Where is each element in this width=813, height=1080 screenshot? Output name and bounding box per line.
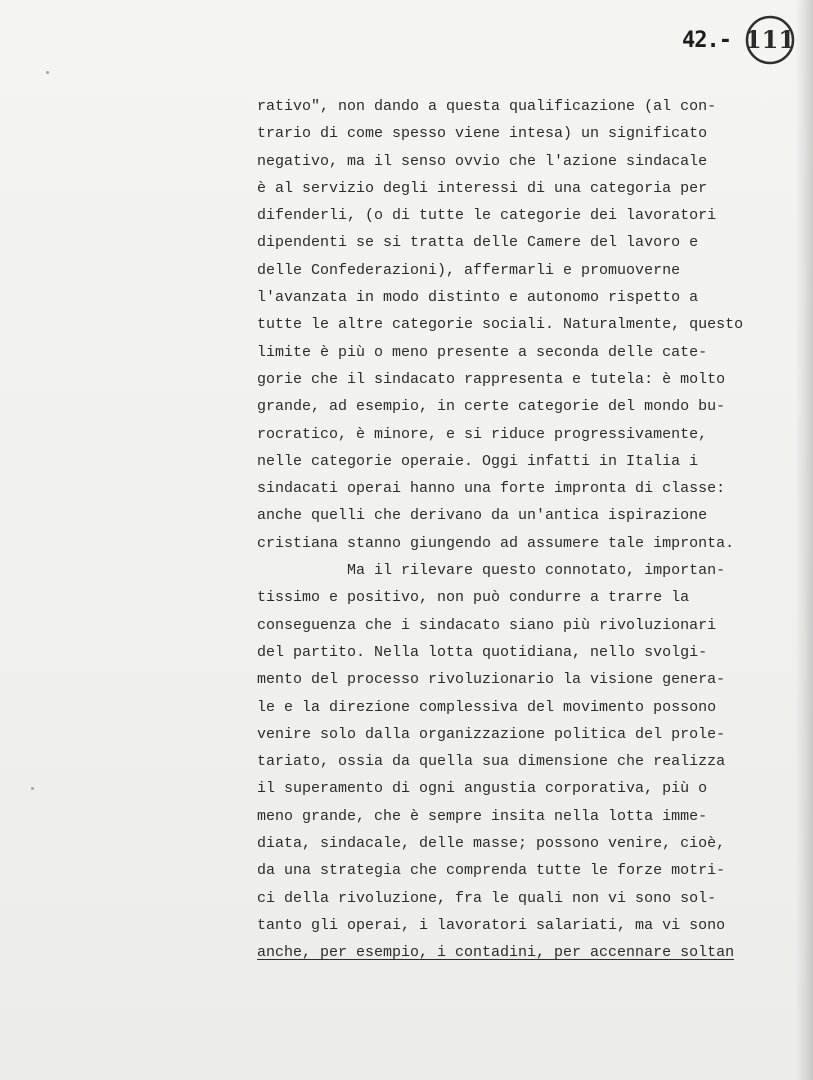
text-line: rativo", non dando a questa qualificazione (al con- [257,98,717,115]
text-line: conseguenza che i sindacato siano più rivoluzionari [257,616,717,634]
text-line: delle Confederazioni), affermarli e promuoverne [257,261,681,279]
archive-stamp [744,14,796,66]
text-line: trario di come spesso viene intesa) un significato [257,125,708,143]
paper-speck [31,787,34,790]
page-number: 42.- [682,28,731,53]
text-line: del partito. Nella lotta quotidiana, nello svolgi- [257,643,708,661]
text-line: venire solo dalla organizzazione politica del prole- [257,725,726,743]
text-line: negativo, ma il senso ovvio che l'azione sindacale [257,152,708,170]
paper-speck [46,71,49,74]
text-line: ci della rivoluzione, fra le quali non vi sono sol- [257,889,717,907]
text-line: cristiana stanno giungendo ad assumere tale impronta. [257,534,735,552]
text-line: nelle categorie operaie. Oggi infatti in Italia i [257,452,699,470]
text-line: diata, sindacale, delle masse; possono venire, cioè, [257,835,726,853]
text-line: rocratico, è minore, e si riduce progressivamente, [257,425,708,443]
stamp-number: 111 [744,25,796,54]
text-line: dipendenti se si tratta delle Camere del lavoro e [257,234,699,252]
typewritten-text [257,93,805,967]
text-line: Ma il rilevare questo connotato, importan- [257,562,726,580]
text-line: mento del processo rivoluzionario la visione genera- [257,671,726,689]
text-line: gorie che il sindacato rappresenta e tutela: è molto [257,370,726,388]
text-line: sindacati operai hanno una forte impronta di classe: [257,480,726,498]
text-line: anche quelli che derivano da un'antica ispirazione [257,507,708,525]
text-line: il superamento di ogni angustia corporativa, più o [257,780,708,798]
text-line: da una strategia che comprenda tutte le forze motri- [257,862,726,880]
text-line: anche, per esempio, i contadini, per accennare soltan [257,944,735,962]
text-line: tissimo e positivo, non può condurre a trarre la [257,589,690,607]
text-line: l'avanzata in modo distinto e autonomo rispetto a [257,289,699,307]
text-line: le e la direzione complessiva del movimento possono [257,698,717,716]
text-line: tutte le altre categorie sociali. Naturalmente, questo [257,316,744,334]
text-line: limite è più o meno presente a seconda delle cate- [257,343,708,361]
text-line: difenderli, (o di tutte le categorie dei lavoratori [257,207,717,225]
text-line: tariato, ossia da quella sua dimensione che realizza [257,753,726,771]
text-line: meno grande, che è sempre insita nella lotta imme- [257,807,708,825]
text-line: tanto gli operai, i lavoratori salariati, ma vi sono [257,916,726,934]
text-line: grande, ad esempio, in certe categorie del mondo bu- [257,398,726,416]
text-line: è al servizio degli interessi di una categoria per [257,179,708,197]
